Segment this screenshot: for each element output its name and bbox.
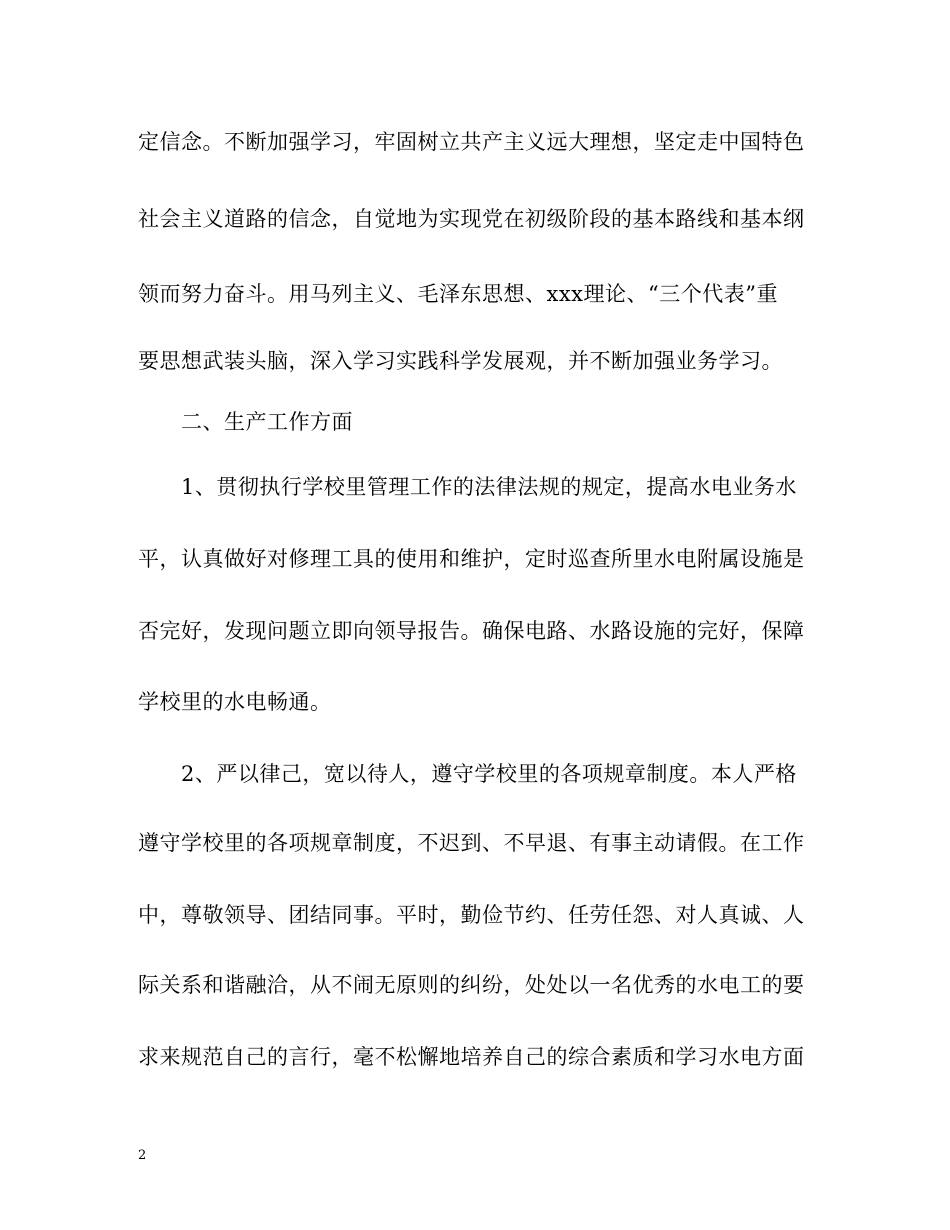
body-line: 要思想武装头脑，深入学习实践科学发展观，并不断加强业务学习。 — [138, 349, 783, 373]
body-line: 定信念。不断加强学习，牢固树立共产主义远大理想，坚定走中国特色 — [138, 130, 805, 154]
body-line: 2、严以律己，宽以待人，遵守学校里的各项规章制度。本人严格 — [181, 762, 797, 786]
page-number: 2 — [138, 1148, 147, 1163]
body-line: 求来规范自己的言行，毫不松懈地培养自己的综合素质和学习水电方面 — [138, 1045, 805, 1069]
body-line: 平，认真做好对修理工具的使用和维护，定时巡查所里水电附属设施是 — [138, 547, 805, 571]
body-line: 社会主义道路的信念，自觉地为实现党在初级阶段的基本路线和基本纲 — [138, 207, 805, 231]
body-line: 中，尊敬领导、团结同事。平时，勤俭节约、任劳任怨、对人真诚、人 — [138, 903, 805, 927]
body-line: 遵守学校里的各项规章制度，不迟到、不早退、有事主动请假。在工作 — [138, 831, 805, 855]
body-line: 否完好，发现问题立即向领导报告。确保电路、水路设施的完好，保障 — [138, 619, 805, 643]
body-line: 1、贯彻执行学校里管理工作的法律法规的规定，提高水电业务水 — [181, 475, 797, 499]
section-heading: 二、生产工作方面 — [181, 410, 353, 434]
body-line: 际关系和谐融洽，从不闹无原则的纠纷，处处以一名优秀的水电工的要 — [138, 973, 805, 997]
body-line: 领而努力奋斗。用马列主义、毛泽东思想、xxx理论、“三个代表”重 — [138, 282, 778, 306]
body-line: 学校里的水电畅通。 — [138, 690, 332, 714]
